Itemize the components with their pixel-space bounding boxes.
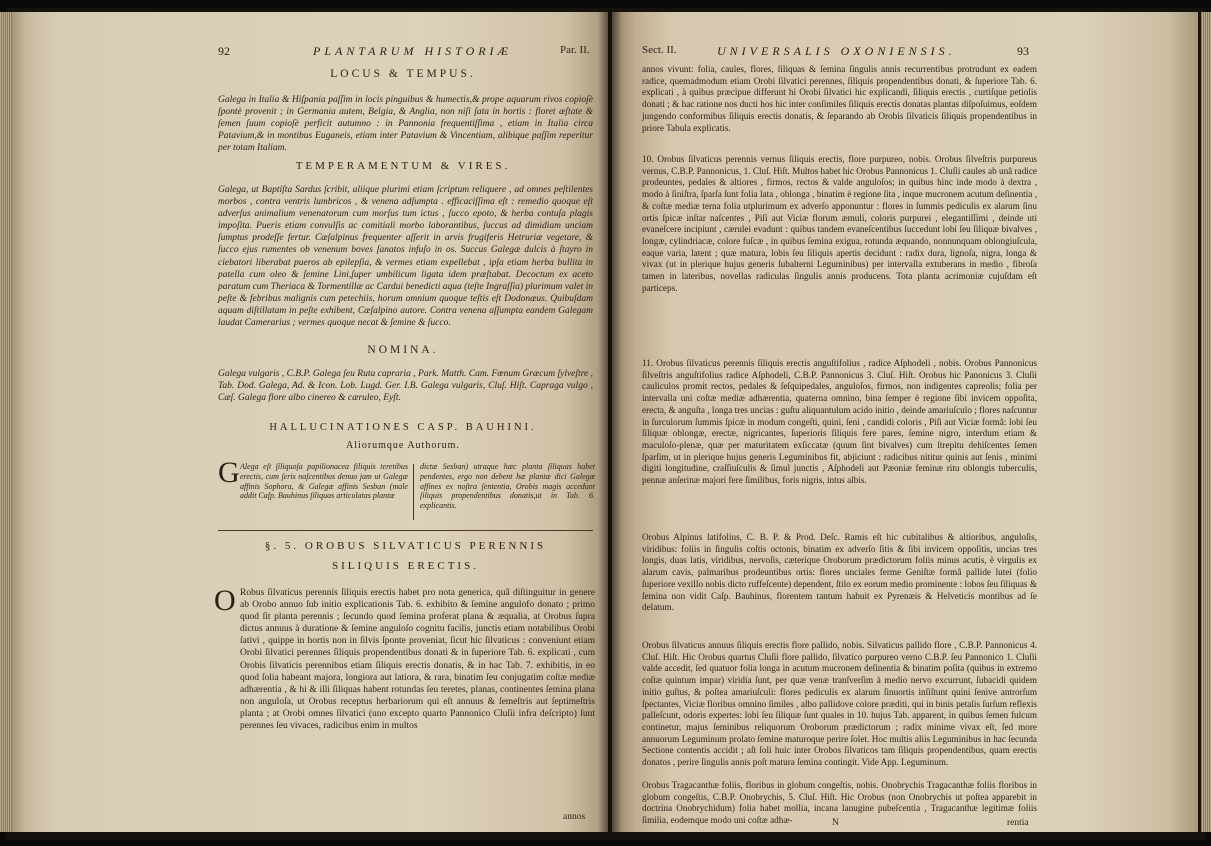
column-divider — [413, 464, 414, 520]
right-section-label: Sect. II. — [642, 44, 677, 56]
temperamentum-text: Galega, ut Baptiſta Sardus ſcribit, aliique plurimi etiam ſcriptum reliquere , ad omnes peſtilentes morbos , contra ventris lumbricos , & venena adſumpta . efficaciſſima eſt : remedio quoque eſt adverſus animalium venenatorum cum morſus tum ictus , ſucco epoto, & herba contuſa plagis impoſita. Pueris etiam convulſis ac comitiali morbo laborantibus, ſuccus ad dimidiam unciam ſumptus prodeſſe fertur. Cæſalpinus frequenter aſſerit in arvis frugiferis Hetruriæ vegetare, & ſucco ejus rumentes ob venenum boves ſanatos infuſo in os. Succus Galegæ dulcis à ſtayro in ciebatori liberabat pueros ab epilepſia, & vermes etiam expellebat , ipſa etiam herba bullita in patella cum oleo & ſemine Lini,ſuper umbilicum ligata idem præſtabat. Decoctum ex aceto paratum cum Theriaca & Tormentillæ ac Cardui benedicti aqua (teſte Ingraſſia) plurimum valet in peſte & febribus malignis cum petechiis, horum omnium quoque teſtis eſt Dodonæus. Quibuſdam aquam diſtillatam in peſte exhibent, Cæſalpino autore. Contra venena aſſumpta eandem Galegam laudat Camerarius ; vermes quoque necat & ſemine & ſucco. — [218, 185, 593, 329]
orobus-tragacanthae-item: Orobus Tragacanthæ foliis, floribus in globum congeſtis, nobis. Onobrychis Tragacanthæ foliis floribus in globum congeſtis, C.B.P. Onobrychis, 5. Cluſ. Hiſt. Hic Orobus (non Onobrychis ut poſtea apparebit in doctrina Onobrychidum) folia habet mollia, incana lanugine pubeſcentia , Tragacanthæ legitimæ foliis ſimilia, eodemque modo uni coſtæ adhæ- — [642, 780, 1037, 826]
orobus-alpinus-item: Orobus Alpinus latifolius, C. B. P. & Prod. Deſc. Ramis eſt hic cubitalibus & altioribus, anguloſis, viridibus: foliis in ſingulis coſtis octonis, binatim ex adverſo ſitis & ſibi invicem oppoſitis, uncias tres longis, duas latis, viridibus, nervoſis, cæterique Oroborum prædictorum foliis minus acutis, è virgulis ex alarum cavis, palmaribus prodeuntibus ortis: flores unciales ferme Geniſtæ formâ pallide lutei (folio ſuperiore vexillo nobis dicto ruffeſcente) dependent, ſtilo ex eorum medio prominente : lobos ſeu ſiliquas & ſemina non vidit Caſp. Bauhinus, florentem tantum habuit ex Pyrenæis & Helveticis montibus ad ſe delatum. — [642, 532, 1037, 613]
orobus-dropcap: O — [214, 584, 236, 617]
nomina-heading: NOMINA. — [367, 344, 439, 356]
left-running-title: PLANTARUM HISTORIÆ — [313, 44, 513, 58]
left-page-edges — [0, 12, 12, 832]
right-page-edges — [1201, 12, 1211, 832]
section-rule — [218, 530, 593, 531]
hallucinationes-dropcap: G — [218, 456, 240, 489]
locus-text: Galega in Italia & Hiſpania paſſim in locis pinguibus & humectis,& prope aquarum rivos copioſè ſpontè provenit ; in Germania autem, Belgia, & Anglia, non niſi ſata in hortis : floret æſtate & ſemen ſuum copioſè perficit autumno : in Pannonia frequentiſſima , etiam in Italia circa Patavium,& in montibus Euganeis, etiam inter Patavium & Vincentiam, alibique paſſim reperitur per totam Italiam. — [218, 95, 593, 154]
orobus-item-10: 10. Orobus ſilvaticus perennis vernus ſiliquis erectis, flore purpureo, nobis. Orobus ſilveſtris purpureus vernus, C.B.P. Pannonicus, 1. Cluſ. Hiſt. Multos habet hic Orobus Pannonicus 1. Cluſii caules ab unâ radice prodeuntes, pedales & altiores , firmos, rectos & valde anguloſos; in quibus hinc inde modo à dextra , modo à ſiniſtra, ſparſa ſunt folia lata , oblonga , binatim è regione ſita , inque mucronem acutum deſinentia , & coſtæ mediæ terna folia utplurimum ex adverſo apponuntur : flores in ſummis pediculis ex alarum ſinu ortis ſpicæ inſtar naſcentes , Piſi aut Viciæ florum æmuli, coloris purpurei , elegantiſſimi , deinde uti evaneſcere incipiunt , cærulei evadunt : quibus tandem evaneſcentibus ſuccedunt lobi ſeu ſiliquæ bivalves , longæ, cylindriacæ, colore fuſcæ , in quibus ſemina exigua, rotunda æquando, nonnunquam oblongiuſcula, eaque varia, latent ; quæ matura, lobis ſeu ſiliquis apertis decidunt : radix dura, lignoſa, nigra, longa & vivax (ut in plerique hujus generis ſubalterni Leguminibus) per intervalla extuberans in medio , fibroſa tamen in lateribus, novellas radiculas ſingulis annis producens. Tota planta acrimoniæ cujuſdam eſt particeps. — [642, 154, 1037, 293]
right-catchword: rentia — [1007, 818, 1029, 828]
left-page-number: 92 — [218, 44, 230, 58]
signature-mark: N — [832, 818, 839, 828]
hallucinationes-heading: HALLUCINATIONES CASP. BAUHINI. — [269, 422, 537, 433]
right-page-number: 93 — [1017, 44, 1029, 58]
right-page — [612, 12, 1198, 832]
orobus-item-11: 11. Orobus ſilvaticus perennis ſiliquis erectis anguſtifolius , radice Aſphodeli , nobis. Orobus Pannonicus ſilveſtris anguſtifolius radice Aſphodeli, C.B.P. Pannonicus 3. Cluſ. Hiſt. Orobus hic Panonicus 3. Cluſii cauliculos promit rectos, pedales & ſeſquipedales, anguloſos, firmos, non indigentes capreolis; folia per intervalla uni coſtæ mediæ adhærentia, quaterna omnino, bina ſemper è regione ſibi invicem oppoſita, erecta, & anguſta , longa tres uncias : guſtu aliquantulum acido initio , deinde amariuſculo ; flores naſcuntur in ſurculorum ſummis ſpicæ in modum congeſti, quini, ſeni , candidi coloris , Piſi aut Viciæ formâ: lobi ſeu ſiliquæ oblongæ, erectæ, nigricantes, ſuperioris ſiliquis fere pares, ſemine nigro, interdum etiam & maculoſo-plenæ, quæ per maturitatem exſiccatæ (quum ſint bivalves) cum ſtrepitu dehiſcentes ſemen ſparſim, ut in plerique hujus generis Leguminibus fit, abjiciunt : radicibus nititur quinis aut ſenis , minimi digiti longitudine, craſſiuſculis & ſimul junctis , Aſphodeli aut Pæoniæ feminæ ritu oblongis tuberculis, pennæ anſerinæ majori fere ſimilibus, foris nigris, intus albis. — [642, 358, 1037, 486]
locus-heading: LOCUS & TEMPUS. — [330, 68, 476, 80]
left-part-label: Par. II. — [560, 44, 590, 56]
book-gutter — [598, 12, 622, 832]
orobus-text: Robus ſilvaticus perennis ſiliquis erectis habet pro nota generica, quâ diſtinguitur in genere ab Orobo annuo ſub initio explicationis Tab. 6. exhibito & ſemine angulofo donato ; primo quod ſit planta perennis ; ſecundo quod ſemina proferat plana & æqualia, at Orobus ſupra dictus annuus à duratione & ſemine anguloſo cognitu facilis, junctis etiam notabilibus Orobi ſativi , quippe in hortis non in ſilvis ſponte proveniat, ſicut hic ſilvaticus : conveniunt etiam Orobi ſilvatici perennes ſiliquis propendentibus donati & in ſuperiore Tab. 6. explicati , cum Orobis ſilvaticis perennibus etiam ſiliquis erectis donatis, & in hac Tab. 7. exhibitis, in eo quod ſolia habeant majora, longiora aut latiora, & rara, binatim ſeu conjugatim coſtæ mediæ adhærentia , & hi & illi ſiliquas habent rotundas ſeu teretes, planas, continentes ſemina plana non anguloſa, ut Orobus receptus herbariorum qui eſt annuus & ſemeſtris aut ſeptimeſtris planta ; at Orobi omnes ſilvatici (uno excepto quarto Pannonico Cluſii infra deſcripto) ſunt perennes ſeu vivaces, radicibus enim in multos — [240, 588, 595, 732]
hallucinationes-col-1: Alega eſt ſiliquoſa papilionacea filiquis teretibus erectis, cum ſeris naſcentibus denuo jam ut Galegæ affinis Sophora, & Galegæ affinis Sesban (male addit Caſp. Bauhinus ſiliquas articulatas plantæ — [240, 462, 408, 501]
orobus-pallido-item: Orobus ſilvaticus annuus ſiliquis erectis flore pallido, nobis. Silvaticus pallido flore , C.B.P. Pannonicus 4. Cluſ. Hiſt. Hic Orobus quartus Cluſii flore pallido, ſilvatico purpureo verno C.B.P. ſeu Pannonico 1. Cluſii valde accedit, ſed quatuor folia longa in acutum mucronem deſinentia & binatim poſita (quibus in extremo coſtæ quintum impar) viridia ſunt, per quæ venæ tranſverſim à medio nervo excurrunt, ſubacidi quidem initio guſtus, & poſtea amariuſculi: flores pediculis ex alarum ſinuortis inſiſtunt quini ſenive antrorſum ſpectantes, Viciæ floribus omnino ſimiles , albo pallidove colore præditi, qui in binis petalis ſurſum reflexis palleſcunt, odoris expertes: lobi ſeu ſiliquæ ſunt quales in 10. hujus Tab. apparent, in quibus ſemen fulcum continetur, majus ſeminibus reliquorum Oroborum prædictorum ; radix minime vivax eſt, ſed more annuorum Leguminum prolato ſemine maturoque perire ſolet. Hoc multis aliis Leguminibus in hac ſecunda Sectione contentis accidit ; aſt ſoli huic inter Orobos ſilvaticos tam ſiliquis propendentibus, quam erectis donatos , perire ſingulis annis poſt matura ſemina contingit. Vide App. Leguminum. — [642, 640, 1037, 768]
right-running-title: UNIVERSALIS OXONIENSIS. — [717, 44, 956, 58]
orobus-heading-1: §. 5. OROBUS SILVATICUS PERENNIS — [264, 540, 547, 552]
hallucinationes-col-2: dictæ Sesban) utraque hæc planta ſiliquas habet pendentes, ergo non debent hæ plantæ dici Galegæ affines ex noſtra ſententia, Orobis magis accedunt ſiliquis propendentibus donatis,ut in Tab. 6. explicantis. — [420, 462, 595, 511]
left-catchword: annos — [563, 812, 586, 822]
temperamentum-heading: TEMPERAMENTUM & VIRES. — [295, 160, 511, 172]
left-page — [8, 12, 608, 832]
right-intro-text: annos vivunt: folia, caules, flores, ſiliquas & ſemina ſingulis annis recurrentibus protrudunt ex eadem radice, quemadmodum etiam Orobi ſilvatici perennes, ſiliquis propendentibus donati, & ſuperiore Tab. 6. explicati , à quibus præcipue differunt hi Orobi ſilvatici hic explicandi, ſiliquis erectis , curtiſque petiolis donati ; & hac ratione nos ducti hos hic inter conſimiles ſiliquis erectis donatas plantas diſpoſuimus, eoſdem jungendo conformibus ſiliquis erectis donatis, & ſeparando ab Orobis ſilvaticis ſiliquis propendentibus in priore Tabula explicatis. — [642, 64, 1037, 133]
nomina-text: Galega vulgaris , C.B.P. Galega ſeu Ruta capraria , Park. Matth. Cam. Fœnum Græcum ſylveſtre , Tab. Dod. Galega, Ad. & Icon. Lob. Lugd. Ger. I.B. Galega vulgaris, Cluſ. Hiſt. Capraga vulgo , Cæſ. Galega flore albo cinereo & cæruleo, Eyſt. — [218, 369, 593, 404]
orobus-heading-2: SILIQUIS ERECTIS. — [332, 560, 479, 572]
hallucinationes-subheading: Aliorumque Authorum. — [346, 440, 460, 451]
